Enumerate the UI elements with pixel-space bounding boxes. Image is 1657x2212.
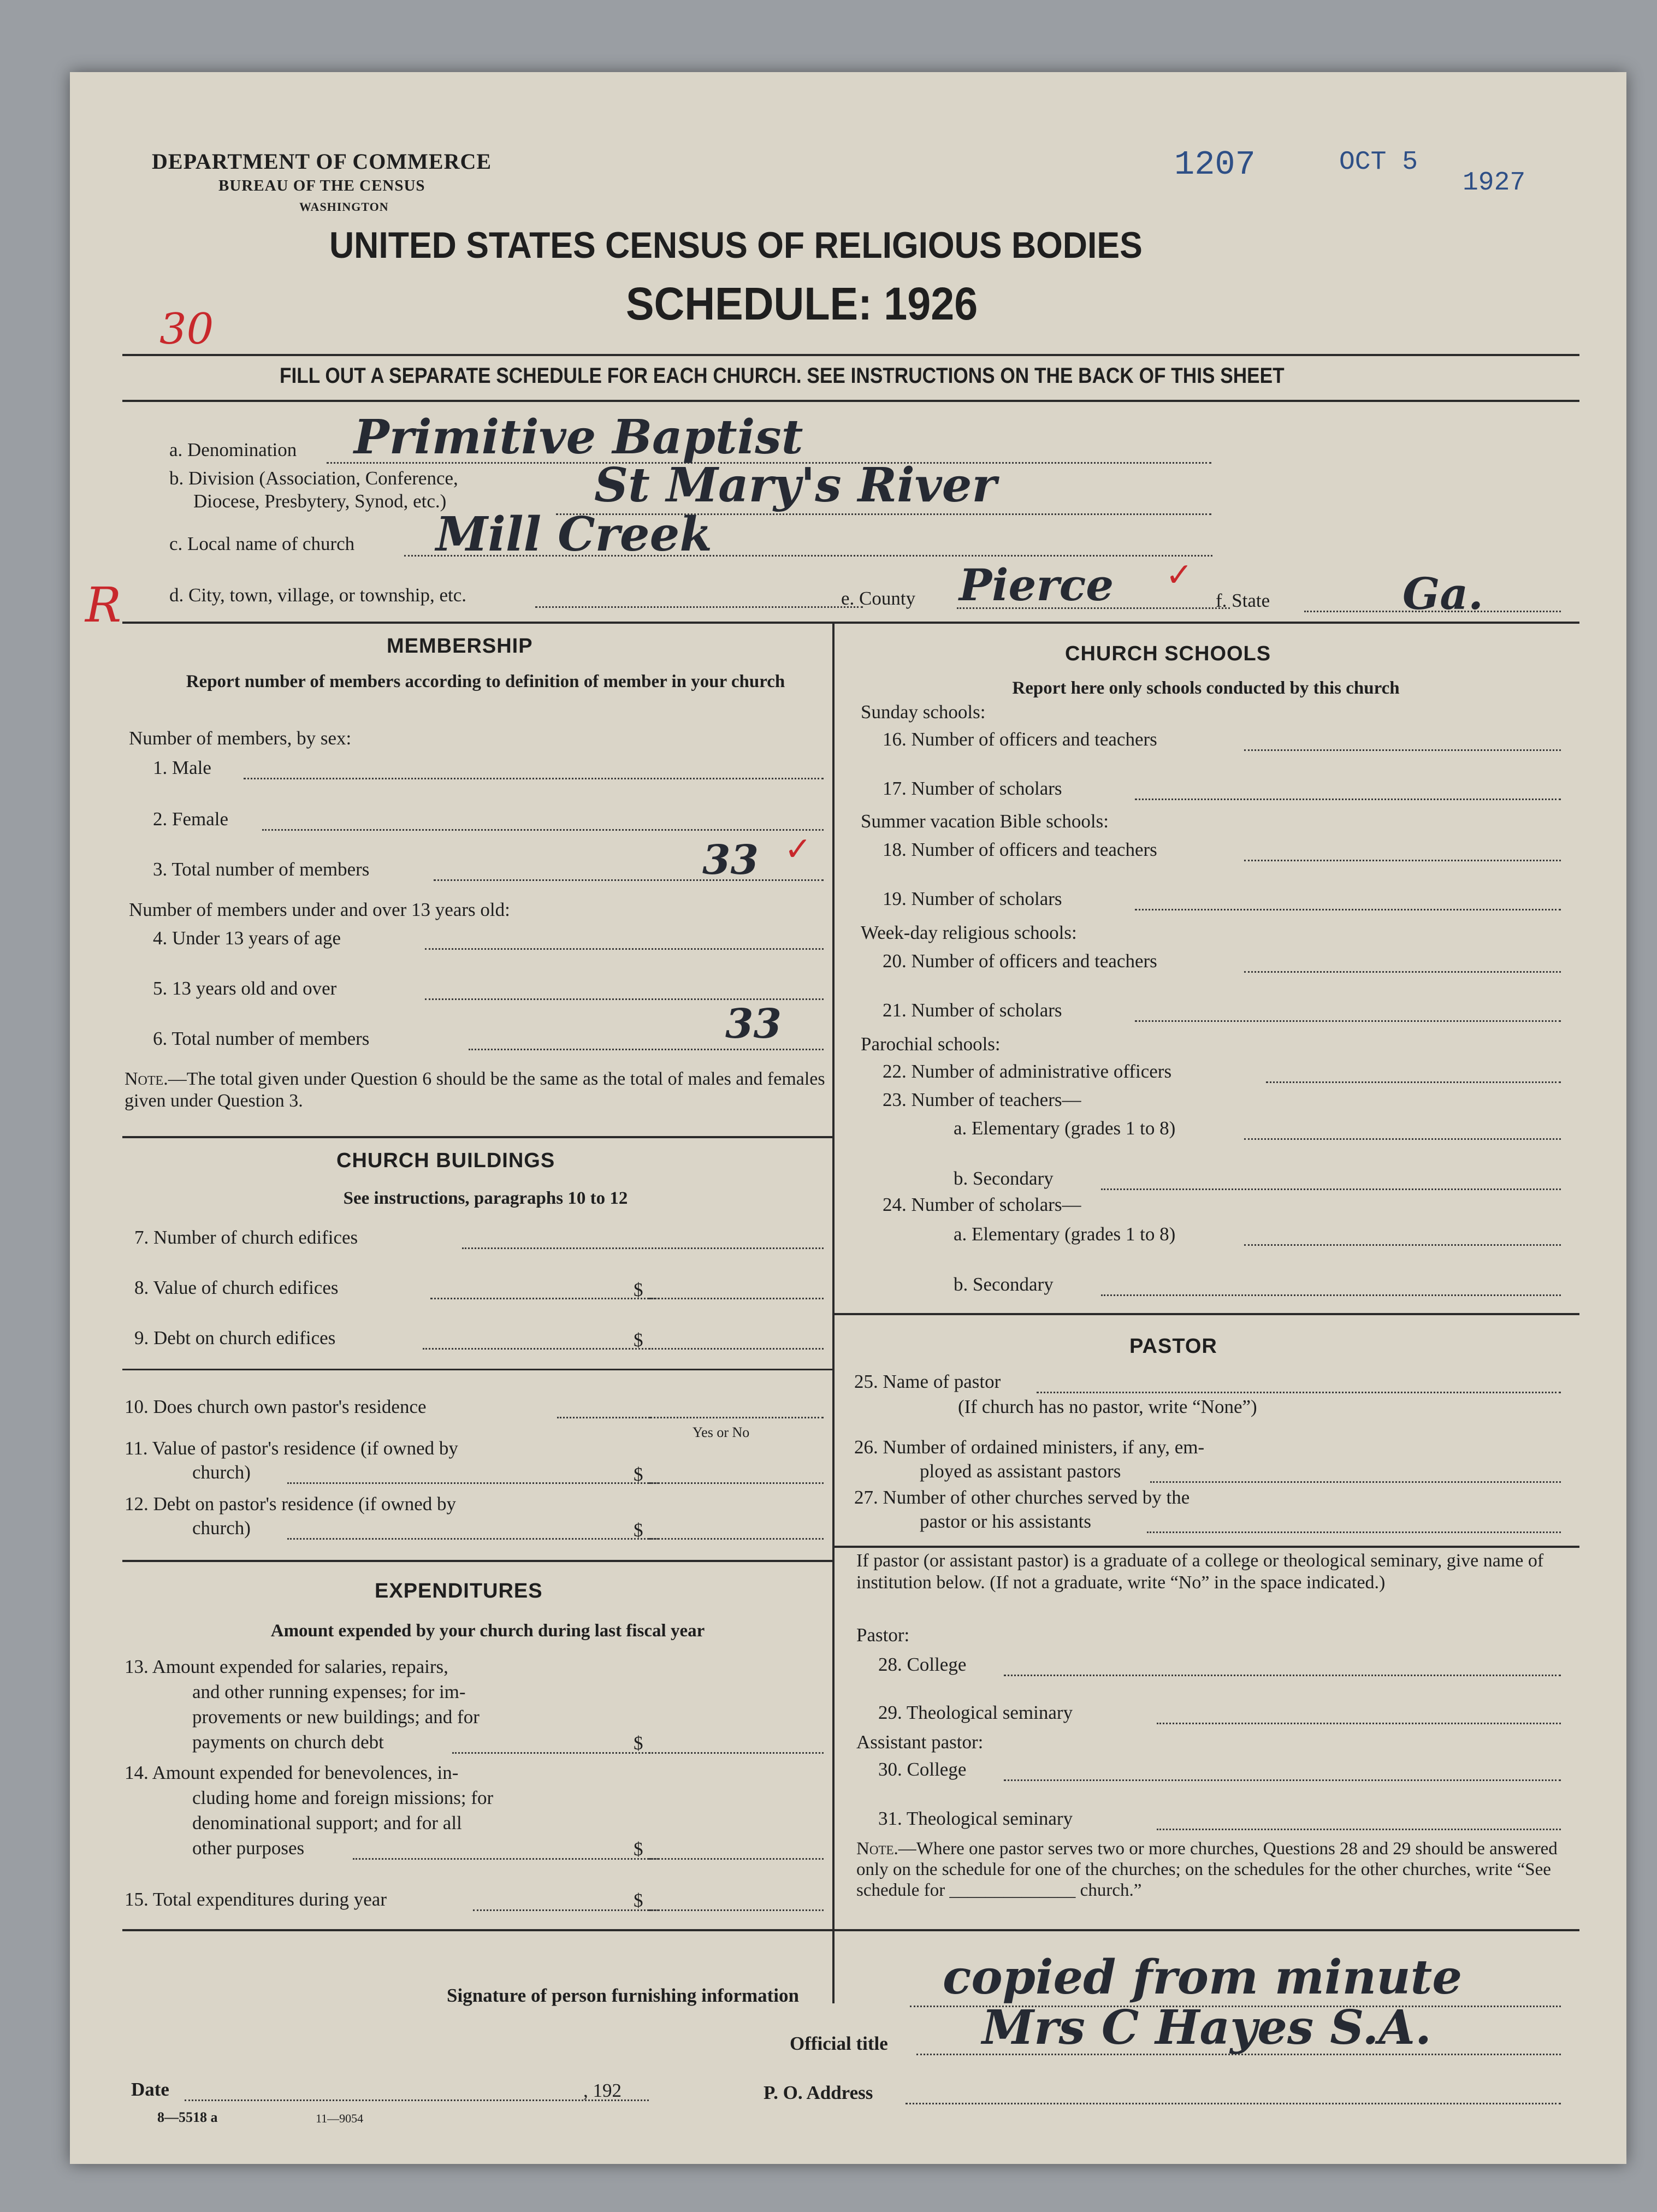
census-schedule-sheet	[70, 72, 1626, 2164]
pastor-note	[856, 1838, 1566, 1901]
q23b-label: b. Secondary	[954, 1168, 1054, 1189]
q20-field[interactable]	[1244, 971, 1561, 973]
expenditures-subheading: Amount expended by your church during last fiscal year	[270, 1621, 705, 1641]
q14-label-3: denominational support; and for all	[192, 1812, 462, 1834]
local-name-field[interactable]: Mill Creek	[436, 507, 712, 562]
q1-male-label: 1. Male	[153, 757, 211, 778]
pastor-heading: PASTOR	[1129, 1335, 1217, 1358]
buildings-mid-rule	[122, 1369, 832, 1370]
q13-label-4: payments on church debt	[192, 1731, 384, 1753]
county-label: e. County	[841, 588, 916, 609]
q13-dollar-sign: $	[634, 1732, 643, 1754]
q13-label-1: 13. Amount expended for salaries, repairs,	[125, 1656, 448, 1677]
q22-field[interactable]	[1266, 1081, 1561, 1083]
pastor-note-lead: Note.	[856, 1839, 898, 1859]
membership-note-lead: Note.	[125, 1069, 168, 1089]
q25-note: (If church has no pastor, write “None”)	[958, 1396, 1257, 1417]
q10-residence-field[interactable]	[650, 1417, 824, 1418]
assistant-pastor-subheading: Assistant pastor:	[856, 1731, 984, 1753]
division-label-1: b. Division (Association, Conference,	[169, 468, 458, 489]
q1-male-field[interactable]	[244, 778, 824, 779]
membership-heading: MEMBERSHIP	[387, 635, 533, 658]
q10-residence-label: 10. Does church own pastor's residence	[125, 1396, 427, 1417]
q20-label: 20. Number of officers and teachers	[883, 950, 1157, 972]
q5-over-13-field[interactable]	[425, 998, 824, 1000]
q30-college-field[interactable]	[1004, 1779, 1561, 1781]
membership-note	[125, 1068, 827, 1112]
membership-subheading: Report number of members according to definition of member in your church	[186, 672, 785, 691]
schedule-title: SCHEDULE: 1926	[626, 278, 978, 329]
members-by-age-label: Number of members under and over 13 years old:	[129, 899, 510, 920]
q14-label-4: other purposes	[192, 1837, 305, 1859]
schools-heading: CHURCH SCHOOLS	[1065, 642, 1271, 665]
q13-line	[452, 1752, 660, 1754]
q11-dollar-sign: $	[634, 1464, 643, 1485]
q27-field[interactable]	[1147, 1531, 1561, 1533]
received-stamp-date: OCT 5	[1339, 147, 1418, 177]
q25-label: 25. Name of pastor	[854, 1371, 1001, 1392]
q12-dollar-sign: $	[634, 1519, 643, 1541]
q28-college-field[interactable]	[1004, 1675, 1561, 1676]
print-number: 11—9054	[316, 2112, 364, 2125]
q22-label: 22. Number of administrative officers	[883, 1061, 1172, 1082]
q13-label-2: and other running expenses; for im-	[192, 1681, 466, 1702]
department-name: DEPARTMENT OF COMMERCE	[152, 149, 492, 174]
expenditures-heading: EXPENDITURES	[375, 1580, 543, 1602]
division-field[interactable]: St Mary's River	[594, 458, 997, 513]
q24a-label: a. Elementary (grades 1 to 8)	[954, 1223, 1176, 1245]
q8-value-field[interactable]	[649, 1298, 824, 1299]
q26-label-1: 26. Number of ordained ministers, if any, em-	[854, 1436, 1205, 1458]
sunday-schools-label: Sunday schools:	[861, 701, 986, 723]
q24b-field[interactable]	[1101, 1294, 1561, 1296]
q15-line	[473, 1909, 659, 1911]
members-by-sex-label: Number of members, by sex:	[129, 728, 352, 749]
q10-residence-line	[557, 1417, 650, 1418]
q26-label-2: ployed as assistant pastors	[920, 1460, 1121, 1482]
buildings-subheading: See instructions, paragraphs 10 to 12	[343, 1188, 628, 1208]
header-rule-top	[122, 354, 1579, 356]
q23-label: 23. Number of teachers—	[883, 1089, 1081, 1110]
summer-schools-label: Summer vacation Bible schools:	[861, 811, 1109, 832]
county-field[interactable]: Pierce	[959, 559, 1114, 611]
official-title-label: Official title	[790, 2033, 888, 2054]
q23b-field[interactable]	[1101, 1188, 1561, 1190]
bureau-name: BUREAU OF THE CENSUS	[218, 177, 425, 194]
signature-field[interactable]: copied from minute	[943, 1950, 1463, 2005]
q21-label: 21. Number of scholars	[883, 999, 1062, 1021]
membership-rule	[122, 1136, 832, 1138]
q9-debt-field[interactable]	[649, 1348, 824, 1350]
annotation-side-mark: R	[85, 577, 122, 633]
q15-total-field[interactable]	[649, 1909, 824, 1911]
pastor-subheading: Pastor:	[856, 1624, 910, 1646]
state-field[interactable]: Ga.	[1402, 568, 1484, 619]
q9-debt-line	[423, 1348, 660, 1350]
graduate-note: If pastor (or assistant pastor) is a graduate of a college or theological seminary, give name of institution below. (If not a graduate, write “No” in the space indicated.)	[856, 1551, 1544, 1593]
q21-field[interactable]	[1135, 1020, 1561, 1022]
received-stamp-number: 1207	[1174, 145, 1256, 184]
q17-field[interactable]	[1135, 799, 1561, 800]
state-label: f. State	[1216, 590, 1270, 611]
form-title: UNITED STATES CENSUS OF RELIGIOUS BODIES	[329, 224, 1143, 266]
q28-label: 28. College	[878, 1654, 967, 1675]
q10-yes-no-hint: Yes or No	[693, 1424, 750, 1440]
q9-dollar-sign: $	[634, 1329, 643, 1351]
date-year-suffix: , 192	[583, 2080, 622, 2101]
q15-label: 15. Total expenditures during year	[125, 1889, 387, 1910]
po-address-label: P. O. Address	[764, 2082, 873, 2103]
q11-line	[287, 1482, 659, 1484]
q16-field[interactable]	[1244, 749, 1561, 751]
q11-label-1: 11. Value of pastor's residence (if owned by	[125, 1438, 458, 1459]
q14-amount-field[interactable]	[649, 1858, 824, 1860]
date-field[interactable]	[185, 2099, 649, 2101]
date-label: Date	[131, 2079, 169, 2100]
q14-dollar-sign: $	[634, 1838, 643, 1860]
city-label: d. City, town, village, or township, etc.	[169, 584, 467, 606]
q4-under-13-field[interactable]	[425, 948, 824, 950]
fill-out-instruction: FILL OUT A SEPARATE SCHEDULE FOR EACH CHURCH. SEE INSTRUCTIONS ON THE BACK OF THIS SHEET	[280, 364, 1285, 388]
parochial-schools-label: Parochial schools:	[861, 1033, 1001, 1055]
denomination-label: a. Denomination	[169, 439, 297, 460]
q6-total-line	[469, 1049, 824, 1050]
q12-debt-field[interactable]	[649, 1538, 824, 1540]
q29-label: 29. Theological seminary	[878, 1702, 1073, 1723]
q12-label-2: church)	[192, 1517, 251, 1539]
q13-amount-field[interactable]	[649, 1752, 824, 1754]
po-address-field[interactable]	[906, 2103, 1561, 2104]
q8-dollar-sign: $	[634, 1279, 643, 1300]
buildings-rule	[122, 1560, 832, 1562]
buildings-heading: CHURCH BUILDINGS	[336, 1149, 555, 1172]
signature-label: Signature of person furnishing information	[447, 1985, 799, 2006]
q17-label: 17. Number of scholars	[883, 778, 1062, 799]
header-rule-bottom	[122, 400, 1579, 402]
division-label-2: Diocese, Presbytery, Synod, etc.)	[193, 490, 447, 512]
city-line	[535, 606, 863, 608]
q31-seminary-field[interactable]	[1157, 1829, 1561, 1830]
q8-value-label: 8. Value of church edifices	[134, 1277, 339, 1298]
q24-label: 24. Number of scholars—	[883, 1194, 1081, 1215]
county-check-icon: ✓	[1165, 556, 1193, 594]
q9-debt-label: 9. Debt on church edifices	[134, 1327, 336, 1349]
q18-field[interactable]	[1244, 860, 1561, 861]
q3-total-field[interactable]: 33	[702, 837, 759, 884]
bureau-city: WASHINGTON	[299, 200, 389, 214]
official-title-field[interactable]: Mrs C Hayes S.A.	[982, 2000, 1431, 2055]
annotation-top-mark: 30	[159, 305, 214, 354]
denomination-field[interactable]: Primitive Baptist	[354, 410, 803, 465]
pastor-note-text: —Where one pastor serves two or more churches, Questions 28 and 29 should be answered only on the schedule for one of the churches; on the schedules for the other churches, write “See schedule for ______________ church.”	[856, 1839, 1558, 1900]
q24a-field[interactable]	[1244, 1244, 1561, 1246]
identification-rule	[122, 622, 1579, 624]
q14-line	[353, 1858, 659, 1860]
column-divider	[832, 622, 835, 2003]
footer-rule	[122, 1929, 1579, 1931]
schools-rule	[832, 1313, 1579, 1315]
q18-label: 18. Number of officers and teachers	[883, 839, 1157, 860]
q23a-label: a. Elementary (grades 1 to 8)	[954, 1117, 1176, 1139]
q27-label-1: 27. Number of other churches served by the	[854, 1487, 1190, 1508]
form-number: 8—5518 a	[157, 2109, 218, 2125]
q13-label-3: provements or new buildings; and for	[192, 1706, 480, 1728]
q14-label-1: 14. Amount expended for benevolences, in-	[125, 1762, 459, 1783]
q12-line	[287, 1538, 659, 1540]
q11-label-2: church)	[192, 1462, 251, 1483]
q14-label-2: cluding home and foreign missions; for	[192, 1787, 494, 1808]
membership-note-text: —The total given under Question 6 should be the same as the total of males and females given under Question 3.	[125, 1069, 825, 1111]
local-name-label: c. Local name of church	[169, 533, 355, 554]
q24b-label: b. Secondary	[954, 1274, 1054, 1295]
q6-total-label: 6. Total number of members	[153, 1028, 370, 1049]
q19-field[interactable]	[1135, 909, 1561, 910]
q5-over-13-label: 5. 13 years old and over	[153, 978, 337, 999]
pastor-rule	[832, 1546, 1579, 1548]
q16-label: 16. Number of officers and teachers	[883, 729, 1157, 750]
q2-female-label: 2. Female	[153, 808, 229, 830]
q31-label: 31. Theological seminary	[878, 1808, 1073, 1829]
q3-total-label: 3. Total number of members	[153, 859, 370, 880]
q27-label-2: pastor or his assistants	[920, 1511, 1092, 1532]
received-stamp-year: 1927	[1463, 168, 1526, 198]
q3-total-line	[434, 879, 824, 881]
q11-value-field[interactable]	[649, 1482, 824, 1484]
q23a-field[interactable]	[1244, 1138, 1561, 1140]
q12-label-1: 12. Debt on pastor's residence (if owned by	[125, 1493, 456, 1515]
schools-subheading: Report here only schools conducted by this church	[1012, 678, 1400, 698]
q2-female-field[interactable]	[262, 829, 824, 831]
q6-total-field[interactable]: 33	[725, 1001, 782, 1048]
q26-field[interactable]	[1150, 1481, 1561, 1483]
q30-label: 30. College	[878, 1759, 967, 1780]
q4-under-13-label: 4. Under 13 years of age	[153, 927, 341, 949]
q19-label: 19. Number of scholars	[883, 888, 1062, 909]
q7-edifices-label: 7. Number of church edifices	[134, 1227, 358, 1248]
q25-pastor-name-field[interactable]	[1037, 1392, 1561, 1393]
q29-seminary-field[interactable]	[1157, 1723, 1561, 1724]
q15-dollar-sign: $	[634, 1890, 643, 1911]
q3-check-icon: ✓	[784, 830, 812, 868]
q7-edifices-field[interactable]	[462, 1247, 824, 1249]
q8-value-line	[430, 1298, 660, 1299]
weekday-schools-label: Week-day religious schools:	[861, 922, 1077, 943]
